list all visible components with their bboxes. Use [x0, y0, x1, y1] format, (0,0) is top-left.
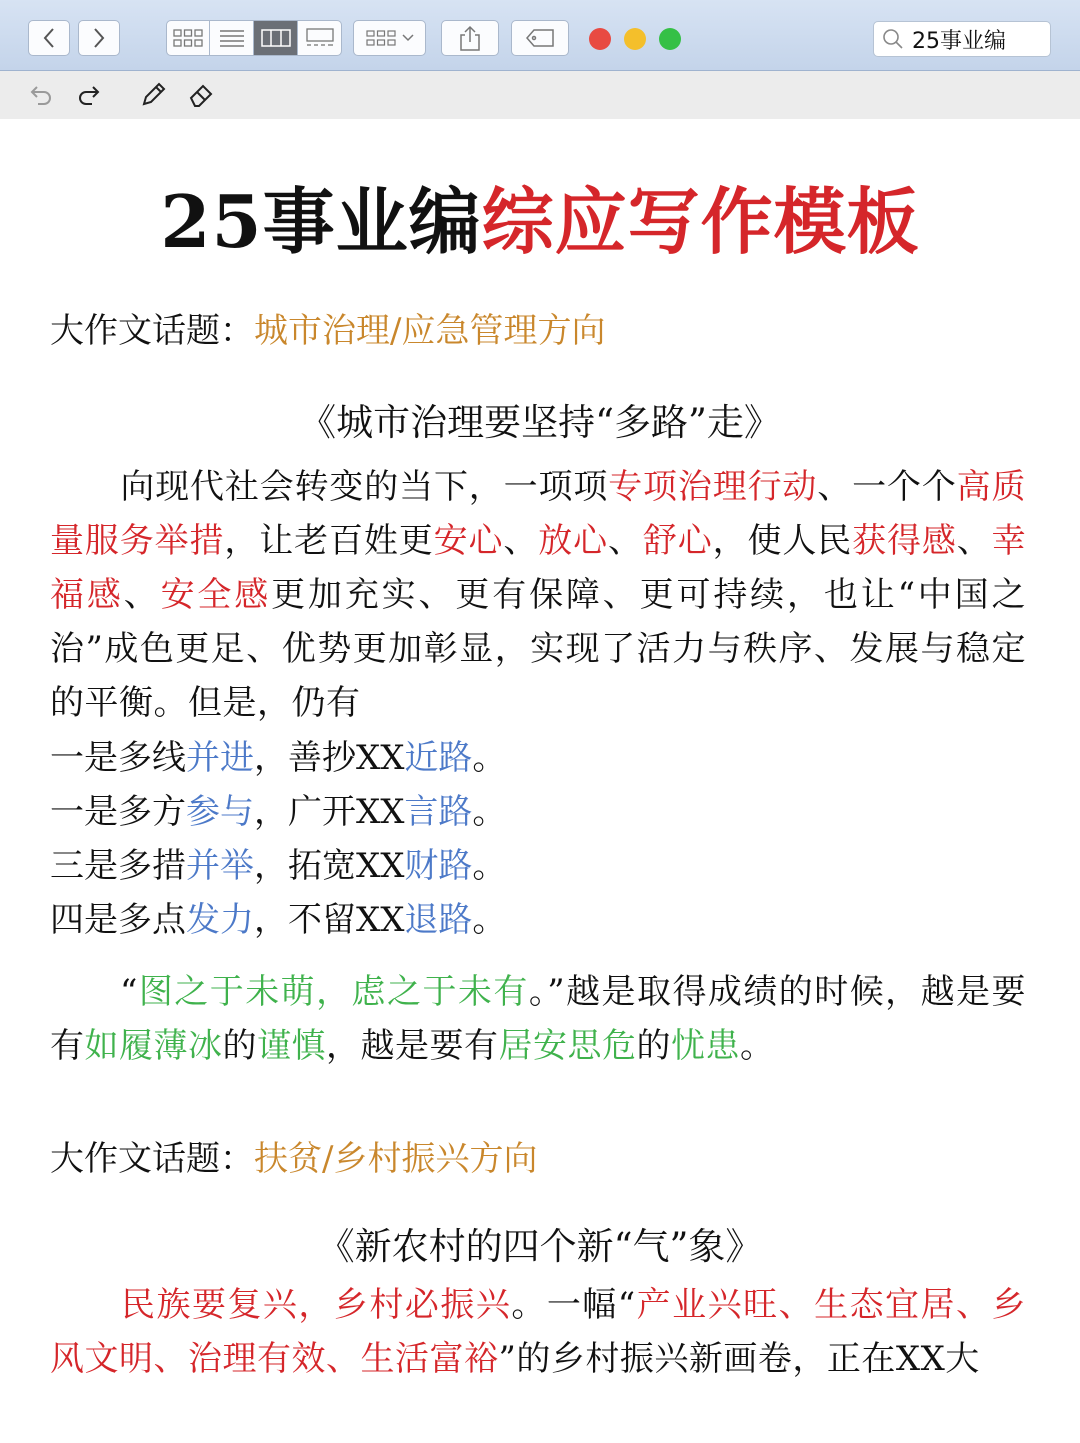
red-tag-dot[interactable]	[589, 28, 611, 50]
share-button[interactable]	[441, 20, 499, 56]
highlight-red: 放心	[538, 521, 608, 561]
text-run: 、	[123, 575, 161, 615]
highlight-red: 获得感	[852, 521, 957, 561]
section2-paragraph-1	[50, 1278, 1026, 1386]
highlight-green: 图之于未萌，虑之于未有	[137, 972, 529, 1012]
forward-button[interactable]	[78, 20, 120, 56]
highlight-blue: 并举	[186, 846, 254, 886]
columns-icon	[261, 29, 291, 47]
text-run: ，拓宽XX	[254, 846, 405, 886]
green-tag-dot[interactable]	[659, 28, 681, 50]
window-toolbar	[0, 0, 1080, 71]
search-input[interactable]	[912, 27, 1042, 52]
text-run: 、	[956, 521, 992, 561]
chevron-down-icon	[402, 34, 414, 42]
text-run: 。	[740, 1026, 775, 1066]
eraser-icon[interactable]	[187, 81, 215, 109]
undo-icon[interactable]	[28, 81, 56, 109]
gallery-icon	[305, 28, 335, 48]
text-run: ，越是要有	[326, 1026, 499, 1066]
grid-icon	[173, 28, 203, 48]
text-run: 更加充实、更有保障、更可持续，也让“中国之治”成色更足、优势更加彰显，实现了活力与秩序、发展与稳定的平衡。但是，仍有	[50, 575, 1027, 723]
text-run: 、	[503, 521, 539, 561]
pencil-icon[interactable]	[139, 81, 167, 109]
highlight-green: 如履薄冰	[84, 1026, 223, 1066]
search-icon	[882, 28, 904, 50]
text-run: ，让老百姓更	[224, 521, 434, 561]
title-red-part: 综应写作模板	[481, 179, 920, 264]
highlight-red: 舒心	[642, 521, 713, 561]
point-line-1	[50, 731, 506, 785]
text-run: ，不留XX	[254, 900, 405, 940]
highlight-red: 民族要复兴，乡村必振兴	[120, 1285, 512, 1325]
text-run: 。”越是取得成绩的时候，越是要有	[50, 972, 1027, 1066]
list-icon	[219, 29, 245, 47]
text-run: 一是多线	[50, 738, 186, 778]
section1-essay-title: 《城市治理要坚持“多路”走》	[299, 401, 781, 444]
yellow-tag-dot[interactable]	[624, 28, 646, 50]
text-run: 。一幅“	[511, 1285, 636, 1325]
group-dropdown-button[interactable]	[353, 20, 426, 56]
text-run: 向现代社会转变的当下，一项项	[120, 467, 609, 507]
view-gallery-button[interactable]	[298, 20, 342, 56]
text-run: ，使人民	[712, 521, 853, 561]
section1-paragraph-2	[50, 965, 1026, 1073]
tag-button[interactable]	[511, 20, 569, 56]
view-icons-button[interactable]	[166, 20, 210, 56]
highlight-blue: 并进	[186, 738, 254, 778]
section1-paragraph-1	[50, 460, 1026, 730]
point-line-2	[50, 785, 506, 839]
text-run: 的	[222, 1026, 257, 1066]
text-run: 一是多方	[50, 792, 186, 832]
highlight-blue: 参与	[186, 792, 254, 832]
highlight-red: 安全感	[160, 575, 272, 615]
text-run: ，善抄XX	[254, 738, 405, 778]
section1-topic	[50, 309, 605, 353]
view-mode-segmented-control	[166, 20, 342, 56]
text-run: 、	[607, 521, 643, 561]
chevron-left-icon	[42, 27, 56, 49]
search-field[interactable]	[873, 21, 1051, 57]
section2-topic	[50, 1137, 537, 1181]
text-run: 、一个个	[817, 467, 957, 507]
text-run: 四是多点	[50, 900, 186, 940]
highlight-green: 忧患	[671, 1026, 740, 1066]
topic-label: 大作文话题：	[50, 1139, 254, 1179]
text-run: 的	[636, 1026, 671, 1066]
highlight-blue: 近路	[404, 738, 473, 778]
highlight-blue: 财路	[404, 846, 473, 886]
share-icon	[459, 25, 481, 51]
highlight-green: 居安思危	[498, 1026, 637, 1066]
highlight-blue: 言路	[404, 792, 473, 832]
redo-icon[interactable]	[74, 81, 102, 109]
highlight-green: 谨慎	[257, 1026, 326, 1066]
back-button[interactable]	[28, 20, 70, 56]
page-title	[0, 177, 1080, 267]
view-columns-button[interactable]	[254, 20, 298, 56]
highlight-blue: 退路	[404, 900, 473, 940]
highlight-red: 幸福感	[50, 521, 1027, 615]
text-run: 。	[472, 900, 507, 940]
edit-toolbar	[0, 71, 1080, 119]
text-run: ，广开XX	[254, 792, 405, 832]
text-run: 。	[472, 792, 507, 832]
text-run: 。	[472, 846, 507, 886]
text-run: 。	[472, 738, 507, 778]
text-run: “	[120, 972, 138, 1012]
highlight-red: 产业兴旺、生态宜居、乡风文明、治理有效、生活富裕	[50, 1285, 1027, 1379]
highlight-blue: 发力	[186, 900, 254, 940]
topic-label: 大作文话题：	[50, 311, 254, 351]
text-run: ”的乡村振兴新画卷，正在XX大	[498, 1339, 980, 1379]
title-black-part: 25事业编	[160, 179, 482, 264]
text-run: 三是多措	[50, 846, 186, 886]
topic-value: 城市治理/应急管理方向	[254, 311, 606, 351]
topic-value: 扶贫/乡村振兴方向	[254, 1139, 538, 1179]
point-line-3	[50, 839, 506, 893]
document-page	[0, 119, 1080, 1443]
section2-essay-title: 《新农村的四个新“气”象》	[317, 1225, 763, 1268]
point-line-4	[50, 893, 506, 947]
highlight-red: 安心	[433, 521, 504, 561]
chevron-right-icon	[92, 27, 106, 49]
tag-icon	[525, 29, 555, 47]
highlight-red: 专项治理行动	[608, 467, 818, 507]
highlight-red: 高质量服务举措	[50, 467, 1027, 561]
grid-icon	[366, 28, 396, 48]
view-list-button[interactable]	[210, 20, 254, 56]
